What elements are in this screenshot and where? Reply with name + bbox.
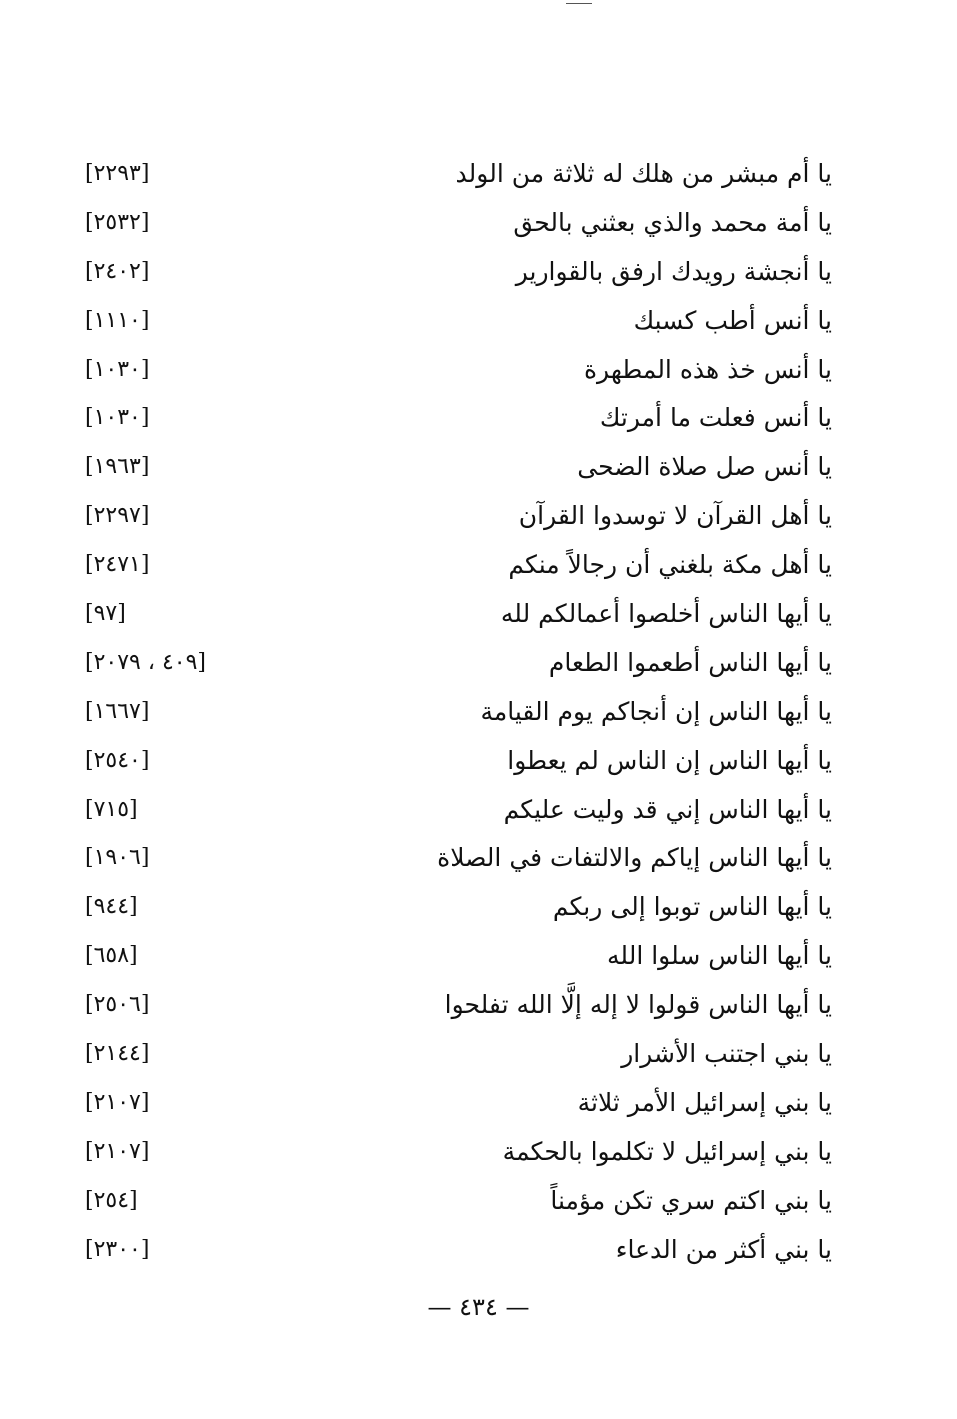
hadith-reference-number: [٢١٠٧] — [85, 1138, 150, 1164]
hadith-opening-text: يا أهل مكة بلغني أن رجالاً منكم — [508, 550, 832, 580]
hadith-opening-text: يا أيها الناس إن أنجاكم يوم القيامة — [480, 696, 832, 726]
hadith-opening-text: يا أيها الناس أطعموا الطعام — [548, 647, 832, 677]
index-row — [0, 1128, 957, 1177]
hadith-opening-text: يا أنس خذ هذه المطهرة — [583, 354, 832, 384]
hadith-opening-text: يا أم مبشر من هلك له ثلاثة من الولد — [455, 159, 832, 188]
page-number: — ٤٣٤ — — [427, 1293, 530, 1321]
hadith-reference-number: [١٩٠٦] — [85, 845, 150, 871]
index-row — [0, 883, 957, 932]
hadith-reference-number: [٢٢٩٣] — [85, 161, 150, 186]
index-row — [0, 932, 957, 981]
hadith-opening-text: يا أهل القرآن لا توسدوا القرآن — [518, 501, 832, 531]
hadith-reference-number: [٢١٤٤] — [85, 1041, 150, 1067]
hadith-reference-number: [٢٤٠٢] — [85, 258, 150, 284]
hadith-opening-text: يا بني إسرائيل لا تكلموا بالحكمة — [502, 1136, 832, 1166]
index-row — [0, 834, 957, 883]
hadith-reference-number: [١٩٦٣] — [85, 454, 150, 480]
hadith-index-list — [0, 150, 957, 1274]
hadith-opening-text: يا أيها الناس سلوا الله — [607, 941, 832, 971]
hadith-reference-number: [٢١٠٧] — [85, 1089, 150, 1115]
hadith-reference-number: [٢٤٧١] — [85, 552, 150, 578]
hadith-opening-text: يا أنس صل صلاة الضحى — [577, 452, 832, 482]
hadith-reference-number: [٩٧] — [85, 601, 126, 627]
hadith-opening-text: يا أيها الناس إني قد وليت عليكم — [503, 794, 832, 824]
hadith-reference-number: [٩٤٤] — [85, 894, 138, 920]
hadith-opening-text: يا بني أكثر من الدعاء — [615, 1234, 832, 1264]
hadith-opening-text: يا أمة محمد والذي بعثني بالحق — [513, 207, 832, 237]
index-row — [0, 492, 957, 541]
index-row — [0, 1079, 957, 1128]
hadith-reference-number: [٢٥٤] — [85, 1187, 138, 1213]
hadith-opening-text: يا أيها الناس قولوا لا إله إلَّا الله تفلحوا — [444, 990, 832, 1020]
hadith-reference-number: [١٠٣٠] — [85, 356, 150, 382]
hadith-opening-text: يا بني اكتم سري تكن مؤمناً — [550, 1185, 832, 1215]
hadith-reference-number: [٢٣٠٠] — [85, 1236, 150, 1262]
hadith-reference-number: [١٠٣٠] — [85, 405, 150, 431]
hadith-reference-number: [١١١٠] — [85, 307, 150, 333]
hadith-reference-number: [٢٥٠٦] — [85, 992, 150, 1018]
hadith-opening-text: يا أنس فعلت ما أمرتك — [599, 403, 832, 433]
top-rule — [566, 3, 592, 4]
index-row — [0, 1226, 957, 1275]
hadith-reference-number: [١٦٦٧] — [85, 698, 150, 724]
index-row — [0, 541, 957, 590]
index-row — [0, 394, 957, 443]
hadith-reference-number: [٢٢٩٧] — [85, 503, 150, 529]
index-row — [0, 688, 957, 737]
hadith-opening-text: يا أنس أطب كسبك — [633, 305, 832, 335]
hadith-reference-number: [٢٥٤٠] — [85, 747, 150, 773]
hadith-opening-text: يا أيها الناس إن الناس لم يعطوا — [507, 745, 832, 775]
index-row — [0, 981, 957, 1030]
hadith-reference-number: [٧١٥] — [85, 796, 138, 822]
index-row — [0, 443, 957, 492]
index-row — [0, 297, 957, 346]
hadith-reference-number: [٤٠٩ ، ٢٠٧٩] — [85, 649, 206, 675]
hadith-opening-text: يا أيها الناس إياكم والالتفات في الصلاة — [437, 843, 832, 873]
index-row — [0, 248, 957, 297]
index-row — [0, 737, 957, 786]
index-row — [0, 199, 957, 248]
index-row — [0, 1177, 957, 1226]
index-row — [0, 346, 957, 395]
hadith-opening-text: يا بني اجتنب الأشرار — [621, 1039, 832, 1069]
index-row — [0, 1030, 957, 1079]
hadith-opening-text: يا أنجشة رويدك ارفق بالقوارير — [515, 256, 832, 286]
index-row — [0, 590, 957, 639]
hadith-opening-text: يا أيها الناس أخلصوا أعمالكم لله — [500, 599, 832, 629]
index-row — [0, 786, 957, 835]
index-row — [0, 150, 957, 199]
index-row — [0, 639, 957, 688]
hadith-opening-text: يا بني إسرائيل الأمر ثلاثة — [577, 1087, 832, 1117]
hadith-opening-text: يا أيها الناس توبوا إلى ربكم — [552, 892, 832, 922]
hadith-reference-number: [٢٥٣٢] — [85, 209, 150, 235]
hadith-reference-number: [٦٥٨] — [85, 943, 138, 969]
